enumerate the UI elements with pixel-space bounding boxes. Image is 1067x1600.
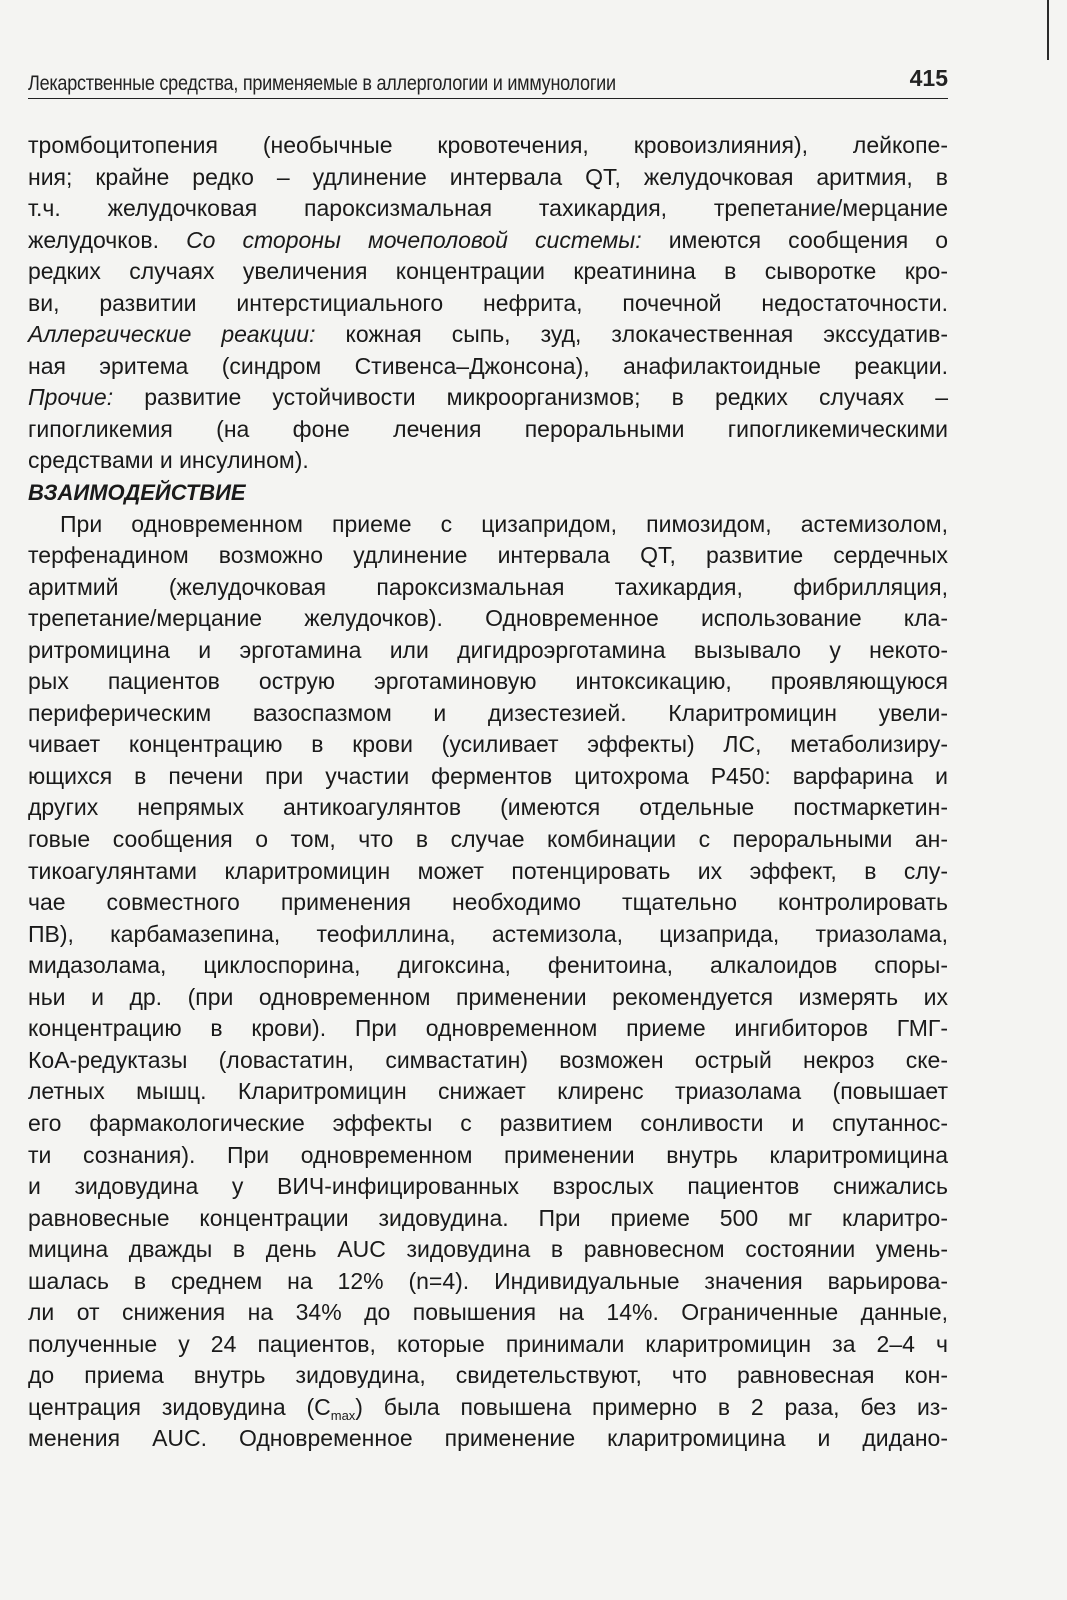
text-line: мидазолама, циклоспорина, дигоксина, фенитоина, алкалоидов споры- [28, 952, 948, 979]
text-line: летных мышц. Кларитромицин снижает клиренс триазолама (повышает [28, 1078, 948, 1105]
text-line: тикоагулянтами кларитромицин может потенцировать их эффект, в слу- [28, 857, 948, 884]
text-line: тромбоцитопения (необычные кровотечения, кровоизлияния), лейкопе- [28, 132, 948, 158]
text-fragment: центрация зидовудина (C [28, 1393, 331, 1420]
text-line: ти сознания). При одновременном применении внутрь кларитромицина [28, 1141, 948, 1168]
text-line: менения AUC. Одновременное применение кларитромицина и диданo- [28, 1425, 948, 1452]
text-line: чивает концентрацию в крови (усиливает эффекты) ЛС, метаболизиру- [28, 731, 948, 758]
page-edge-line [1047, 0, 1049, 60]
text-line: ньи и др. (при одновременном применении рекомендуется измерять их [28, 983, 948, 1010]
text-line: концентрацию в крови). При одновременном приеме ингибиторов ГМГ- [28, 1015, 948, 1042]
adverse-effects-paragraph [28, 130, 948, 477]
interaction-paragraph [28, 509, 948, 1455]
other-label: Прочие: [28, 384, 114, 411]
text-line: полученные у 24 пациентов, которые принимали кларитромицин за 2–4 ч [28, 1330, 948, 1357]
text-line: трепетание/мерцание желудочков). Одновременное использование кла- [28, 605, 948, 632]
text-line: При одновременном приеме с цизапридом, пимозидом, астемизолом, [60, 510, 948, 537]
text-line: т.ч. желудочковая пароксизмальная тахикардия, трепетание/мерцание [28, 195, 948, 222]
text-line: ющихся в печени при участии ферментов цитохрома P450: варфарина и [28, 762, 948, 789]
text-fragment: имеются сообщения о [668, 226, 949, 253]
text-line: периферическим вазоспазмом и дизестезией. Кларитромицин увели- [28, 699, 948, 726]
text-line: гипогликемия (на фоне лечения пероральными гипогликемическими [28, 415, 948, 442]
text-line: до приема внутрь зидовудина, свидетельствуют, что равновесная кон- [28, 1362, 948, 1389]
text-line: КоА-редуктазы (ловастатин, симвастатин) возможен острый некроз ске- [28, 1046, 948, 1073]
text-fragment: ) была повышена примерно в 2 раза, без из- [355, 1393, 948, 1420]
allergic-reactions-label: Аллергические реакции: [28, 321, 316, 348]
text-line: говые сообщения о том, что в случае комбинации с пероральными ан- [28, 826, 948, 853]
text-line: аритмий (желудочковая пароксизмальная тахикардия, фибрилляция, [28, 573, 948, 600]
text-line [28, 319, 948, 351]
text-line: ная эритема (синдром Стивенса–Джонсона), анафилактоидные реакции. [28, 352, 948, 379]
text-fragment: развитие устойчивости микроорганизмов; в редких случаях – [144, 384, 949, 411]
running-header [28, 62, 948, 99]
text-line: рых пациентов острую эрготаминовую интоксикацию, проявляющуюся [28, 668, 948, 695]
running-title: Лекарственные средства, применяемые в аллергологии и иммунологии [28, 72, 616, 95]
text-line: его фармакологические эффекты с развитием сонливости и спутаннос- [28, 1109, 948, 1136]
text-line: редких случаях увеличения концентрации креатинина в сыворотке кро- [28, 258, 948, 285]
text-fragment: желудочков. [28, 226, 159, 253]
text-line: ния; крайне редко – удлинение интервала QT, желудочковая аритмия, в [28, 163, 948, 190]
text-line [28, 1392, 948, 1424]
text-line: чае совместного применения необходимо тщательно контролировать [28, 889, 948, 916]
text-line: ПВ), карбамазепина, теофиллина, астемизола, цизаприда, триазолама, [28, 920, 948, 947]
cmax-subscript: max [330, 1407, 356, 1423]
page-body [28, 130, 948, 1455]
page-number: 415 [909, 65, 948, 91]
text-line: ли от снижения на 34% до повышения на 14%. Ограниченные данные, [28, 1299, 948, 1326]
text-line: ритромицина и эрготамина или дигидроэрготамина вызывало у некото- [28, 636, 948, 663]
text-line [28, 225, 948, 257]
text-line: ви, развитии интерстициального нефрита, почечной недостаточности. [28, 289, 948, 316]
section-heading-interaction: ВЗАИМОДЕЙСТВИЕ [28, 480, 246, 506]
text-line: средствами и инсулином). [28, 447, 309, 474]
text-line: шалась в среднем на 12% (n=4). Индивидуальные значения варьирова- [28, 1267, 948, 1294]
text-line: равновесные концентрации зидовудина. При приеме 500 мг кларитро- [28, 1204, 948, 1231]
text-line: и зидовудина у ВИЧ-инфицированных взрослых пациентов снижались [28, 1173, 948, 1200]
urogenital-label: Со стороны мочеполовой системы: [186, 226, 642, 253]
text-line: терфенадином возможно удлинение интервала QT, развитие сердечных [28, 542, 948, 569]
text-fragment: кожная сыпь, зуд, злокачественная экссудатив- [345, 321, 949, 348]
text-line [28, 382, 948, 414]
text-line: других непрямых антикоагулянтов (имеются отдельные постмаркетин- [28, 794, 948, 821]
text-line: мицина дважды в день AUC зидовудина в равновесном состоянии умень- [28, 1236, 948, 1263]
